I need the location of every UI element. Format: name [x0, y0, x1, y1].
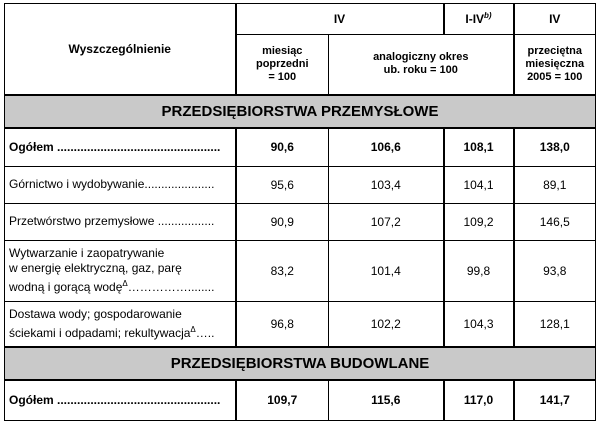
header-iv: IV — [236, 4, 444, 35]
value-cell: 103,4 — [329, 167, 444, 204]
value-cell: 102,2 — [329, 301, 444, 347]
row-label-text: ściekami i odpadami; rekultywacja — [9, 325, 191, 340]
row-label-line: w energię elektryczną, gaz, parę — [9, 261, 182, 276]
header-prev-month — [236, 34, 329, 95]
section-title-construction: PRZEDSIĘBIORSTWA BUDOWLANE — [5, 347, 596, 380]
row-dots: ................................................. — [53, 392, 221, 407]
value-cell: 90,9 — [236, 203, 329, 240]
row-dots: ….. — [195, 325, 215, 340]
header-prev-month-line-1: miesiąc — [262, 44, 303, 57]
table-row — [5, 203, 596, 240]
value-cell: 104,3 — [444, 301, 514, 347]
row-label-line — [9, 276, 231, 295]
header-prev-month-line-2: poprzedni — [255, 57, 309, 70]
row-label-text: Górnictwo i wydobywanie — [9, 177, 145, 192]
value-cell: 115,6 — [329, 380, 444, 421]
row-label — [5, 167, 236, 204]
table-row — [5, 167, 596, 204]
statistics-table — [4, 3, 596, 421]
row-label-line: Wytwarzanie i zaopatrywanie — [9, 246, 165, 261]
section-title-industry: PRZEDSIĘBIORSTWA PRZEMYSŁOWE — [5, 95, 596, 128]
value-cell: 101,4 — [329, 240, 444, 301]
row-label-line: Dostawa wody; gospodarowanie — [9, 306, 182, 321]
header-i-iv-label: I-IV — [465, 12, 485, 27]
value-cell: 99,8 — [444, 240, 514, 301]
header-avg — [514, 34, 596, 95]
value-cell: 95,6 — [236, 167, 329, 204]
table-row — [5, 240, 596, 301]
header-prev-month-line-3: = 100 — [268, 70, 297, 83]
value-cell: 96,8 — [236, 301, 329, 347]
value-cell: 141,7 — [514, 380, 596, 421]
row-label-text: Ogółem — [9, 392, 54, 407]
value-cell: 107,2 — [329, 203, 444, 240]
value-cell: 106,6 — [329, 128, 444, 167]
row-label — [5, 240, 236, 301]
row-label-text: wodną i gorącą wodę — [9, 280, 123, 295]
row-label — [5, 203, 236, 240]
row-label — [5, 301, 236, 347]
table-row — [5, 301, 596, 347]
row-dots: ..................... — [144, 177, 215, 192]
header-avg-line-3: 2005 = 100 — [527, 70, 583, 83]
header-i-iv-note: b) — [484, 11, 492, 21]
header-avg-line-2: miesięczna — [525, 57, 585, 70]
value-cell: 83,2 — [236, 240, 329, 301]
value-cell: 104,1 — [444, 167, 514, 204]
header-prev-year-line-2: ub. roku = 100 — [383, 64, 458, 77]
row-label-text: Przetwórstwo przemysłowe — [9, 214, 155, 229]
delta-mark: Δ — [190, 324, 196, 334]
row-dots: ................. — [154, 214, 215, 229]
value-cell: 108,1 — [444, 128, 514, 167]
header-prev-year — [329, 34, 514, 95]
table-row — [5, 380, 596, 421]
value-cell: 89,1 — [514, 167, 596, 204]
header-prev-year-line-1: analogiczny okres — [373, 51, 469, 64]
header-i-iv — [444, 4, 514, 35]
value-cell: 146,5 — [514, 203, 596, 240]
value-cell: 117,0 — [444, 380, 514, 421]
value-cell: 109,7 — [236, 380, 329, 421]
row-label-line — [9, 322, 231, 341]
value-cell: 93,8 — [514, 240, 596, 301]
table-row — [5, 128, 596, 167]
row-label — [5, 380, 236, 421]
header-avg-line-1: przeciętna — [527, 44, 582, 57]
value-cell: 128,1 — [514, 301, 596, 347]
row-dots: ……………........ — [127, 280, 215, 295]
row-label — [5, 128, 236, 167]
value-cell: 109,2 — [444, 203, 514, 240]
row-label-text: Ogółem — [9, 139, 54, 154]
value-cell: 138,0 — [514, 128, 596, 167]
delta-mark: Δ — [122, 279, 128, 289]
row-dots: ................................................. — [53, 139, 221, 154]
value-cell: 90,6 — [236, 128, 329, 167]
header-iv-2: IV — [514, 4, 596, 35]
header-row-label: Wyszczególnienie — [5, 4, 236, 96]
